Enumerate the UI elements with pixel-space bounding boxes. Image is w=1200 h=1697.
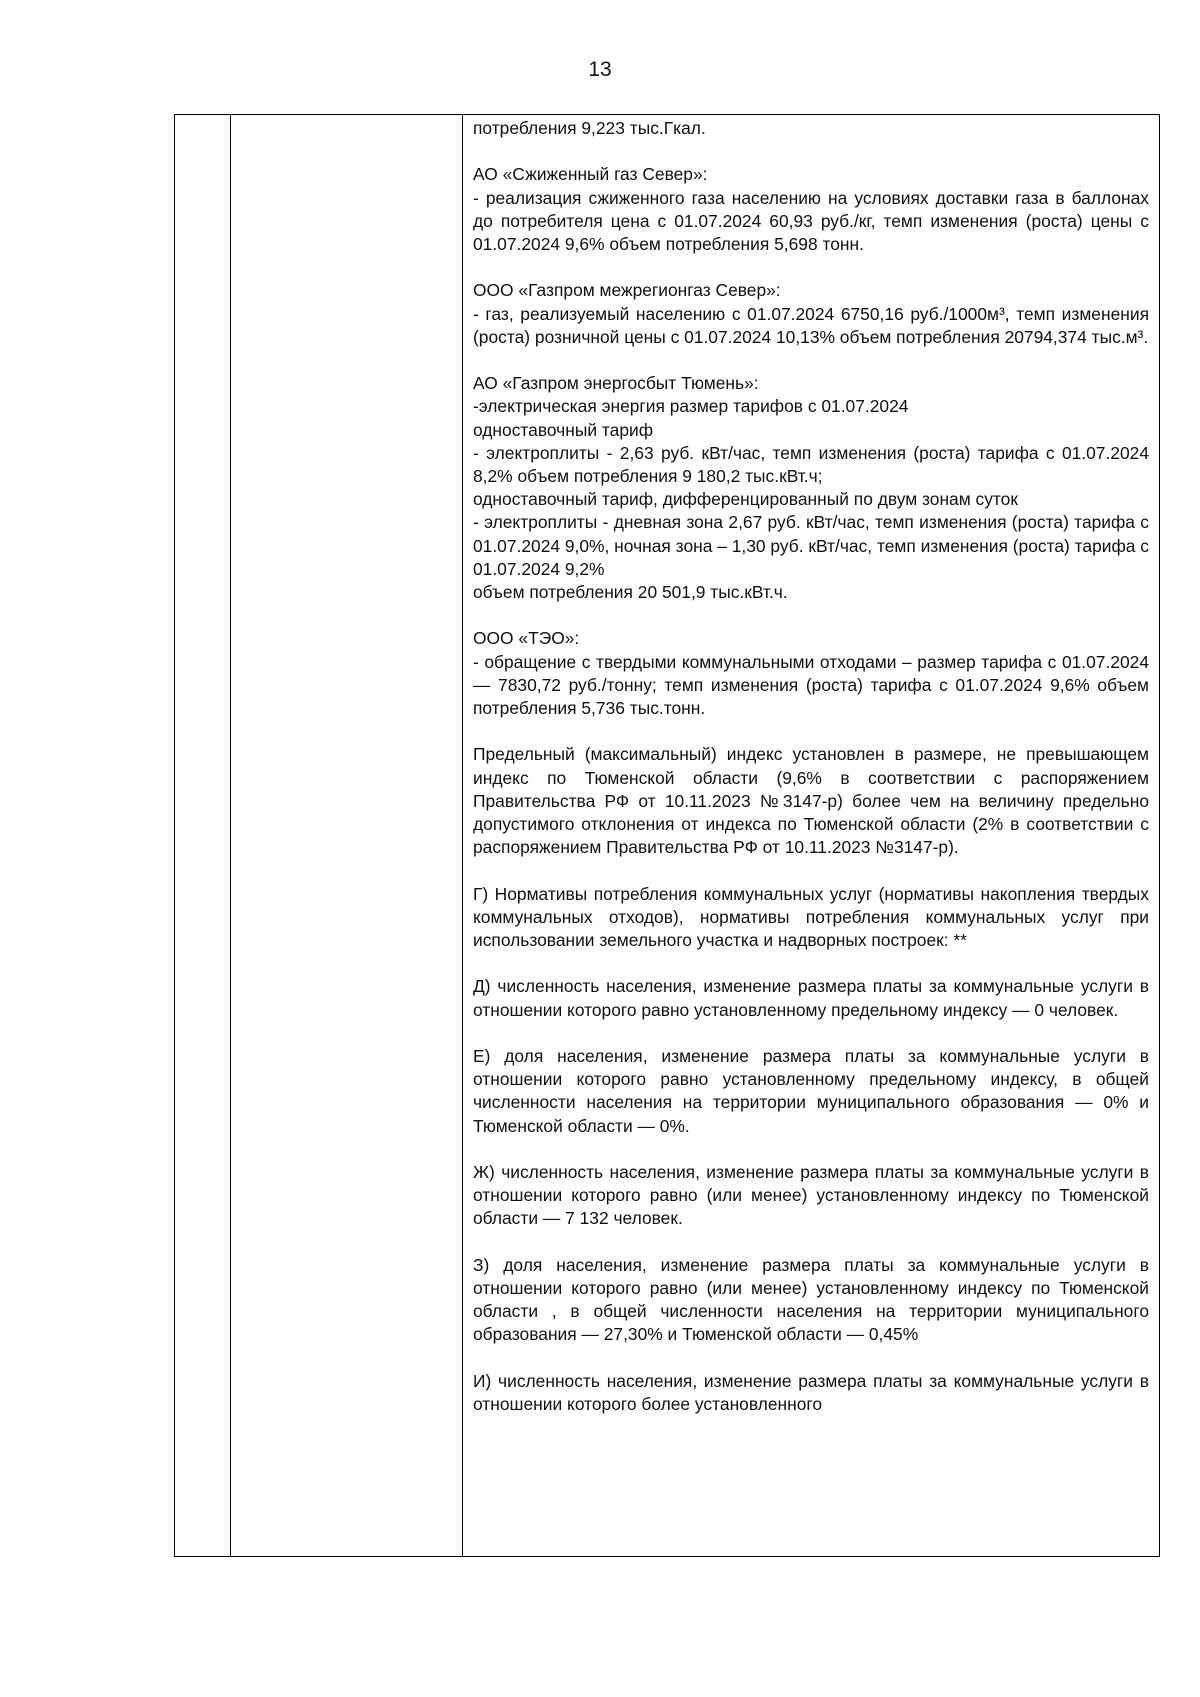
text-line: объем потребления 20 501,9 тыс.кВт.ч. — [473, 582, 788, 603]
paragraph — [473, 1370, 1149, 1416]
text-line: Г) Нормативы потребления коммунальных услуг (нормативы накопления твердых коммунальных отходов), нормативы потребления коммунальных услуг при использовании земельного участка и надворных построек: ** — [473, 883, 1149, 951]
description-text — [463, 115, 1159, 1416]
paragraph — [473, 1254, 1149, 1347]
text-line: АО «Сжиженный газ Север»: — [473, 164, 708, 185]
text-line: - газ, реализуемый населению с 01.07.2024 6750,16 руб./1000м³, темп изменения (роста) розничной цены с 01.07.2024 10,13% объем потребления 20794,374 тыс.м³. — [473, 303, 1149, 347]
paragraph — [473, 975, 1149, 1021]
paragraph — [473, 163, 1149, 256]
text-line: одноставочный тариф, дифференцированный по двум зонам суток — [473, 489, 1018, 510]
text-line: Д) численность населения, изменение размера платы за коммунальные услуги в отношении которого равно установленному предельному индексу — 0 человек. — [473, 976, 1149, 1020]
text-line: Предельный (максимальный) индекс установлен в размере, не превышающем индекс по Тюменской области (9,6% в соответствии с распоряжением Правительства РФ от 10.11.2023 №3147-р) более чем на величину предельно допустимого отклонения от индекса по Тюменской области (2% в соответствии с распоряжением Правительства РФ от 10.11.2023 №3147-р). — [473, 744, 1149, 858]
text-line: Ж) численность населения, изменение размера платы за коммунальные услуги в отношении которого равно (или менее) установленному индексу по Тюменской области — 7 132 человек. — [473, 1162, 1149, 1229]
text-line: одноставочный тариф — [473, 419, 654, 440]
text-line: И) численность населения, изменение размера платы за коммунальные услуги в отношении которого более установленного — [473, 1370, 1149, 1414]
table-row — [175, 115, 1160, 1557]
paragraph — [473, 627, 1149, 720]
paragraph — [473, 1045, 1149, 1138]
table-cell-number — [175, 115, 231, 1557]
paragraph — [473, 372, 1149, 604]
paragraph — [473, 743, 1149, 859]
text-line: ООО «ТЭО»: — [473, 628, 580, 649]
table-cell-description — [463, 115, 1160, 1557]
text-line: - электроплиты - дневная зона 2,67 руб. кВт/час, темп изменения (роста) тарифа с 01.07.2024 9,0%, ночная зона – 1,30 руб. кВт/час, темп изменения (роста) тарифа с 01.07.2024 9,2% — [473, 512, 1149, 579]
text-line: З) доля населения, изменение размера платы за коммунальные услуги в отношении которого равно (или менее) установленному индексу по Тюменской области , в общей численности населения на территории муниципального образования — 27,30% и Тюменской области — 0,45% — [473, 1254, 1149, 1345]
table-cell-name — [231, 115, 463, 1557]
text-line: ООО «Газпром межрегионгаз Север»: — [473, 280, 781, 301]
paragraph — [473, 279, 1149, 349]
text-line: - обращение с твердыми коммунальными отходами – размер тарифа с 01.07.2024 — 7830,72 руб./тонну; темп изменения (роста) тарифа с 01.07.2024 9,6% объем потребления 5,736 тыс.тонн. — [473, 651, 1149, 719]
text-line: потребления 9,223 тыс.Гкал. — [473, 118, 706, 138]
content-table — [174, 114, 1160, 1557]
text-line: - реализация сжиженного газа населению на условиях доставки газа в баллонах до потребителя цена с 01.07.2024 60,93 руб./кг, темп изменения (роста) цены с 01.07.2024 9,6% объем потребления 5,698 тонн. — [473, 187, 1149, 254]
text-line: -электрическая энергия размер тарифов с 01.07.2024 — [473, 396, 909, 417]
paragraph — [473, 1161, 1149, 1231]
page-number: 13 — [588, 58, 612, 81]
text-line: - электроплиты - 2,63 руб. кВт/час, темп изменения (роста) тарифа с 01.07.2024 8,2% объем потребления 9 180,2 тыс.кВт.ч; — [473, 442, 1149, 486]
text-line: АО «Газпром энергосбыт Тюмень»: — [473, 373, 759, 394]
text-line: Е) доля населения, изменение размера платы за коммунальные услуги в отношении которого равно установленному предельному индексу, в общей численности населения на территории муниципального образования — 0% и Тюменской области — 0%. — [473, 1046, 1149, 1136]
paragraph — [473, 117, 1149, 140]
paragraph — [473, 883, 1149, 953]
